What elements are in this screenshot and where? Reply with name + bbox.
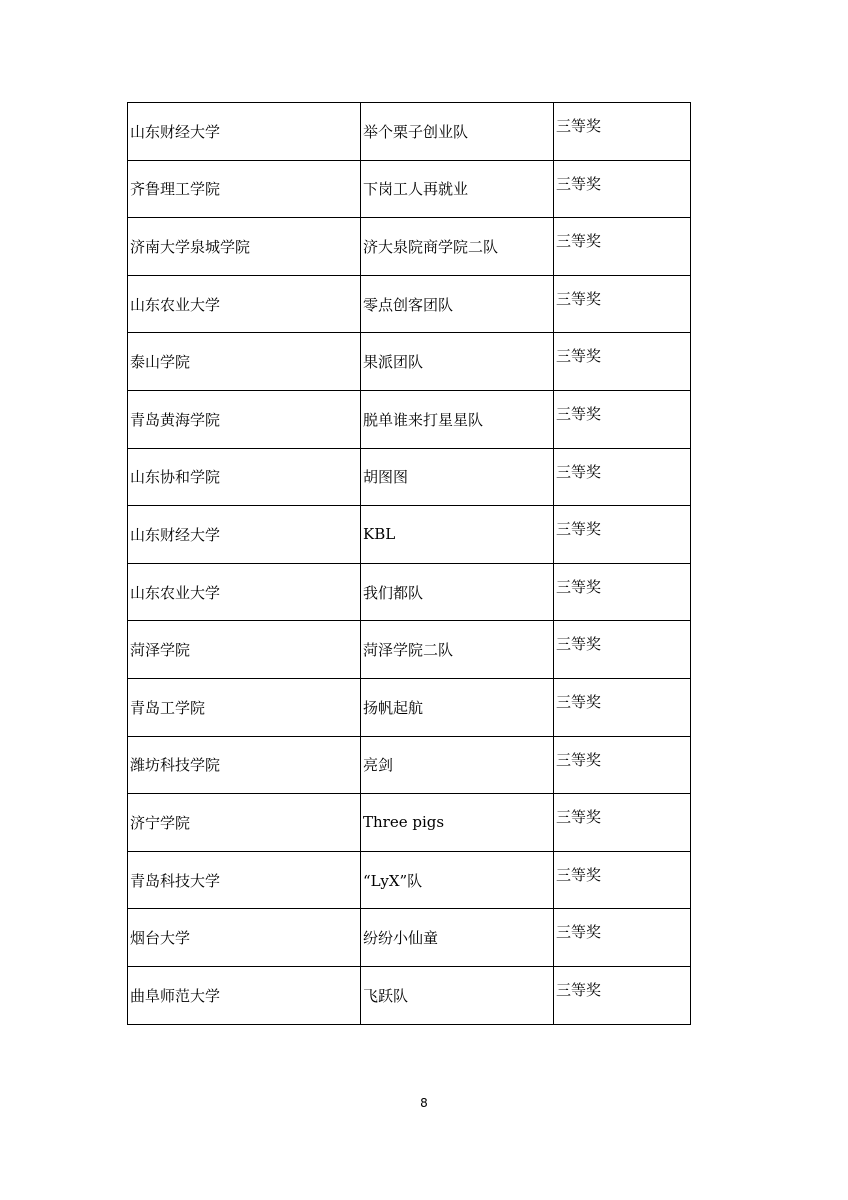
table-row [128,794,691,852]
page-number: 8 [420,1096,428,1110]
award-cell: 三等奖 [554,621,691,679]
table-row [128,966,691,1024]
school-cell: 青岛黄海学院 [128,390,361,448]
award-cell: 三等奖 [554,563,691,621]
award-cell: 三等奖 [554,390,691,448]
school-cell: 青岛科技大学 [128,851,361,909]
table-row [128,506,691,564]
team-cell: 我们都队 [361,563,554,621]
award-cell: 三等奖 [554,333,691,391]
table-row [128,103,691,161]
team-cell: 举个栗子创业队 [361,103,554,161]
award-cell: 三等奖 [554,909,691,967]
school-cell: 菏泽学院 [128,621,361,679]
table-row [128,448,691,506]
table-row [128,621,691,679]
team-cell: 脱单谁来打星星队 [361,390,554,448]
award-cell: 三等奖 [554,103,691,161]
table-row [128,218,691,276]
award-cell: 三等奖 [554,218,691,276]
team-cell: 胡图图 [361,448,554,506]
table-row [128,736,691,794]
table-row [128,390,691,448]
team-cell: 飞跃队 [361,966,554,1024]
table-row [128,160,691,218]
team-cell: 扬帆起航 [361,678,554,736]
school-cell: 泰山学院 [128,333,361,391]
table-row [128,333,691,391]
awards-table-body [128,103,691,1025]
team-cell: 济大泉院商学院二队 [361,218,554,276]
team-cell: “LyX”队 [361,851,554,909]
award-cell: 三等奖 [554,794,691,852]
school-cell: 青岛工学院 [128,678,361,736]
awards-table [127,102,691,1025]
award-cell: 三等奖 [554,678,691,736]
table-row [128,851,691,909]
team-cell: 下岗工人再就业 [361,160,554,218]
table-row [128,909,691,967]
school-cell: 曲阜师范大学 [128,966,361,1024]
school-cell: 山东农业大学 [128,563,361,621]
school-cell: 齐鲁理工学院 [128,160,361,218]
school-cell: 山东协和学院 [128,448,361,506]
award-cell: 三等奖 [554,275,691,333]
school-cell: 济南大学泉城学院 [128,218,361,276]
school-cell: 山东财经大学 [128,506,361,564]
table-row [128,275,691,333]
team-cell: 亮剑 [361,736,554,794]
team-cell: 纷纷小仙童 [361,909,554,967]
award-cell: 三等奖 [554,160,691,218]
award-cell: 三等奖 [554,506,691,564]
school-cell: 济宁学院 [128,794,361,852]
table-row [128,678,691,736]
award-cell: 三等奖 [554,851,691,909]
team-cell: 零点创客团队 [361,275,554,333]
school-cell: 山东农业大学 [128,275,361,333]
school-cell: 潍坊科技学院 [128,736,361,794]
team-cell: KBL [361,506,554,564]
school-cell: 山东财经大学 [128,103,361,161]
team-cell: Three pigs [361,794,554,852]
table-row [128,563,691,621]
award-cell: 三等奖 [554,448,691,506]
school-cell: 烟台大学 [128,909,361,967]
team-cell: 果派团队 [361,333,554,391]
team-cell: 菏泽学院二队 [361,621,554,679]
award-cell: 三等奖 [554,966,691,1024]
award-cell: 三等奖 [554,736,691,794]
